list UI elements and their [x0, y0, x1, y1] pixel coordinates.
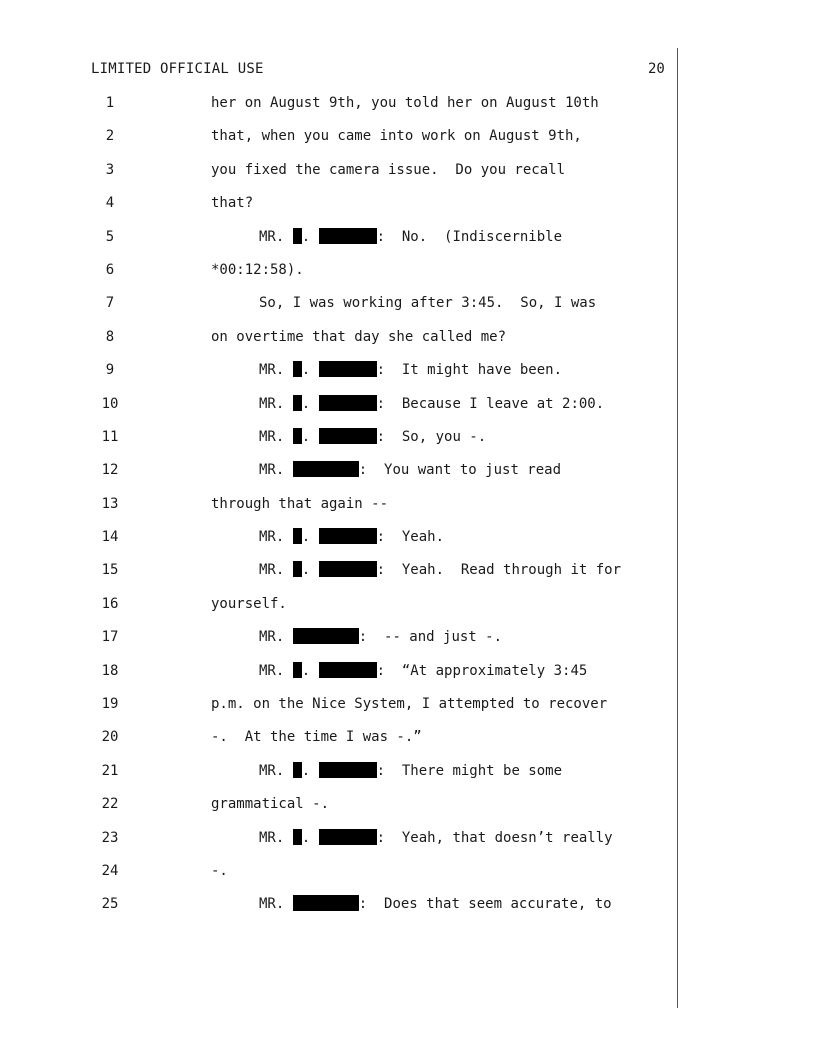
redaction-initial [293, 662, 302, 678]
redaction-initial [293, 395, 302, 411]
line-number: 19 [101, 696, 119, 713]
line-number: 8 [105, 328, 115, 345]
line-text: : So, you -. [376, 428, 487, 445]
speaker-line: MR. . : So, you -. [259, 428, 487, 445]
line-number: 12 [101, 462, 119, 479]
transcript-line [0, 829, 816, 862]
line-text: -. At the time I was -.” [211, 729, 422, 746]
redaction-name [293, 895, 359, 911]
line-text: *00:12:58). [211, 261, 304, 278]
line-number: 15 [101, 562, 119, 579]
line-number: 18 [101, 662, 119, 679]
line-number: 14 [101, 529, 119, 546]
redaction-name [293, 628, 359, 644]
page-number: 20 [648, 61, 665, 77]
line-number: 13 [101, 495, 119, 512]
line-text: : No. (Indiscernible [376, 228, 563, 245]
line-number: 3 [105, 161, 115, 178]
redaction-initial [293, 829, 302, 845]
line-number: 25 [101, 896, 119, 913]
speaker-line [259, 628, 502, 646]
redaction-initial [293, 528, 302, 544]
line-text: : Yeah. Read through it for [376, 562, 622, 579]
transcript-line [0, 495, 816, 528]
transcript-lines [0, 94, 816, 929]
line-text: her on August 9th, you told her on August 10th [211, 95, 599, 111]
speaker-prefix: MR. [259, 228, 285, 245]
line-number: 1 [105, 95, 115, 111]
redaction-name [319, 829, 377, 845]
redaction-name [319, 561, 377, 577]
line-number: 24 [101, 862, 119, 879]
transcript-line [0, 127, 816, 160]
speaker-line: MR. . : Yeah. [259, 529, 445, 546]
line-text: grammatical -. [211, 796, 330, 813]
transcript-line [0, 528, 816, 561]
redaction-name [319, 528, 377, 544]
line-number: 20 [101, 729, 119, 746]
speaker-prefix: MR. [259, 762, 285, 779]
classification-label: LIMITED OFFICIAL USE [91, 61, 264, 77]
redaction-name [319, 361, 377, 377]
line-number: 10 [101, 395, 119, 412]
line-number: 16 [101, 595, 119, 612]
line-number: 9 [105, 362, 115, 379]
line-text: you fixed the camera issue. Do you recall [211, 161, 566, 178]
speaker-prefix: MR. [259, 629, 285, 646]
line-text: : It might have been. [376, 362, 563, 379]
speaker-prefix: MR. [259, 896, 285, 913]
transcript-line [0, 695, 816, 728]
line-text: that? [211, 195, 254, 212]
line-text: yourself. [211, 595, 287, 612]
speaker-line: MR. . : Yeah. Read through it for [259, 562, 622, 579]
line-number: 5 [105, 228, 115, 245]
transcript-line [0, 328, 816, 361]
speaker-prefix: MR. [259, 428, 285, 445]
speaker-prefix: MR. [259, 829, 285, 846]
speaker-line: MR. . : There might be some [259, 762, 563, 779]
line-text: : Yeah, that doesn’t really [376, 829, 613, 846]
transcript-line [0, 294, 816, 327]
line-number: 22 [101, 796, 119, 813]
line-number: 21 [101, 762, 119, 779]
speaker-prefix: MR. [259, 662, 285, 679]
transcript-line [0, 662, 816, 695]
redaction-name [293, 461, 359, 477]
transcript-line [0, 194, 816, 227]
transcript-line [0, 895, 816, 928]
transcript-line [0, 862, 816, 895]
speaker-prefix: MR. [259, 395, 285, 412]
transcript-line [0, 628, 816, 661]
line-text: : Does that seem accurate, to [358, 896, 612, 913]
line-text: So, I was working after 3:45. So, I was [259, 295, 597, 312]
line-number: 23 [101, 829, 119, 846]
transcript-line [0, 361, 816, 394]
speaker-prefix: MR. [259, 562, 285, 579]
line-text: : “At approximately 3:45 [376, 662, 588, 679]
line-text: : Yeah. [376, 529, 445, 546]
line-text: : You want to just read [358, 462, 562, 479]
redaction-name [319, 662, 377, 678]
redaction-initial [293, 228, 302, 244]
redaction-name [319, 395, 377, 411]
speaker-line: MR. . : “At approximately 3:45 [259, 662, 588, 679]
line-number: 6 [105, 261, 115, 278]
transcript-line [0, 595, 816, 628]
redaction-name [319, 762, 377, 778]
line-text: through that again -- [211, 495, 389, 512]
redaction-initial [293, 428, 302, 444]
redaction-name [319, 228, 377, 244]
redaction-name [319, 428, 377, 444]
line-text: that, when you came into work on August 9th, [211, 128, 582, 145]
line-text: p.m. on the Nice System, I attempted to recover [211, 696, 608, 713]
transcript-line [0, 161, 816, 194]
line-text: : -- and just -. [358, 629, 503, 646]
redaction-initial [293, 561, 302, 577]
transcript-line [0, 94, 816, 127]
transcript-line [0, 762, 816, 795]
line-text: : There might be some [376, 762, 563, 779]
transcript-line [0, 728, 816, 761]
line-text: on overtime that day she called me? [211, 328, 507, 345]
speaker-line: MR. . : Because I leave at 2:00. [259, 395, 605, 412]
line-number: 4 [105, 195, 115, 212]
speaker-line: MR. . : No. (Indiscernible [259, 228, 563, 245]
line-number: 2 [105, 128, 115, 145]
line-number: 17 [101, 629, 119, 646]
line-number: 7 [105, 295, 115, 312]
speaker-prefix: MR. [259, 462, 285, 479]
transcript-line [0, 228, 816, 261]
speaker-prefix: MR. [259, 529, 285, 546]
transcript-line [0, 261, 816, 294]
speaker-prefix: MR. [259, 362, 285, 379]
line-text: : Because I leave at 2:00. [376, 395, 605, 412]
line-number: 11 [101, 428, 119, 445]
speaker-line: MR. . : It might have been. [259, 362, 563, 379]
speaker-line: MR. . : Yeah, that doesn’t really [259, 829, 613, 846]
transcript-line [0, 795, 816, 828]
transcript-line [0, 461, 816, 494]
speaker-line [259, 461, 561, 479]
redaction-initial [293, 762, 302, 778]
line-text: -. [211, 862, 228, 879]
speaker-line [259, 895, 612, 913]
transcript-line [0, 561, 816, 594]
redaction-initial [293, 361, 302, 377]
transcript-line [0, 395, 816, 428]
transcript-line [0, 428, 816, 461]
